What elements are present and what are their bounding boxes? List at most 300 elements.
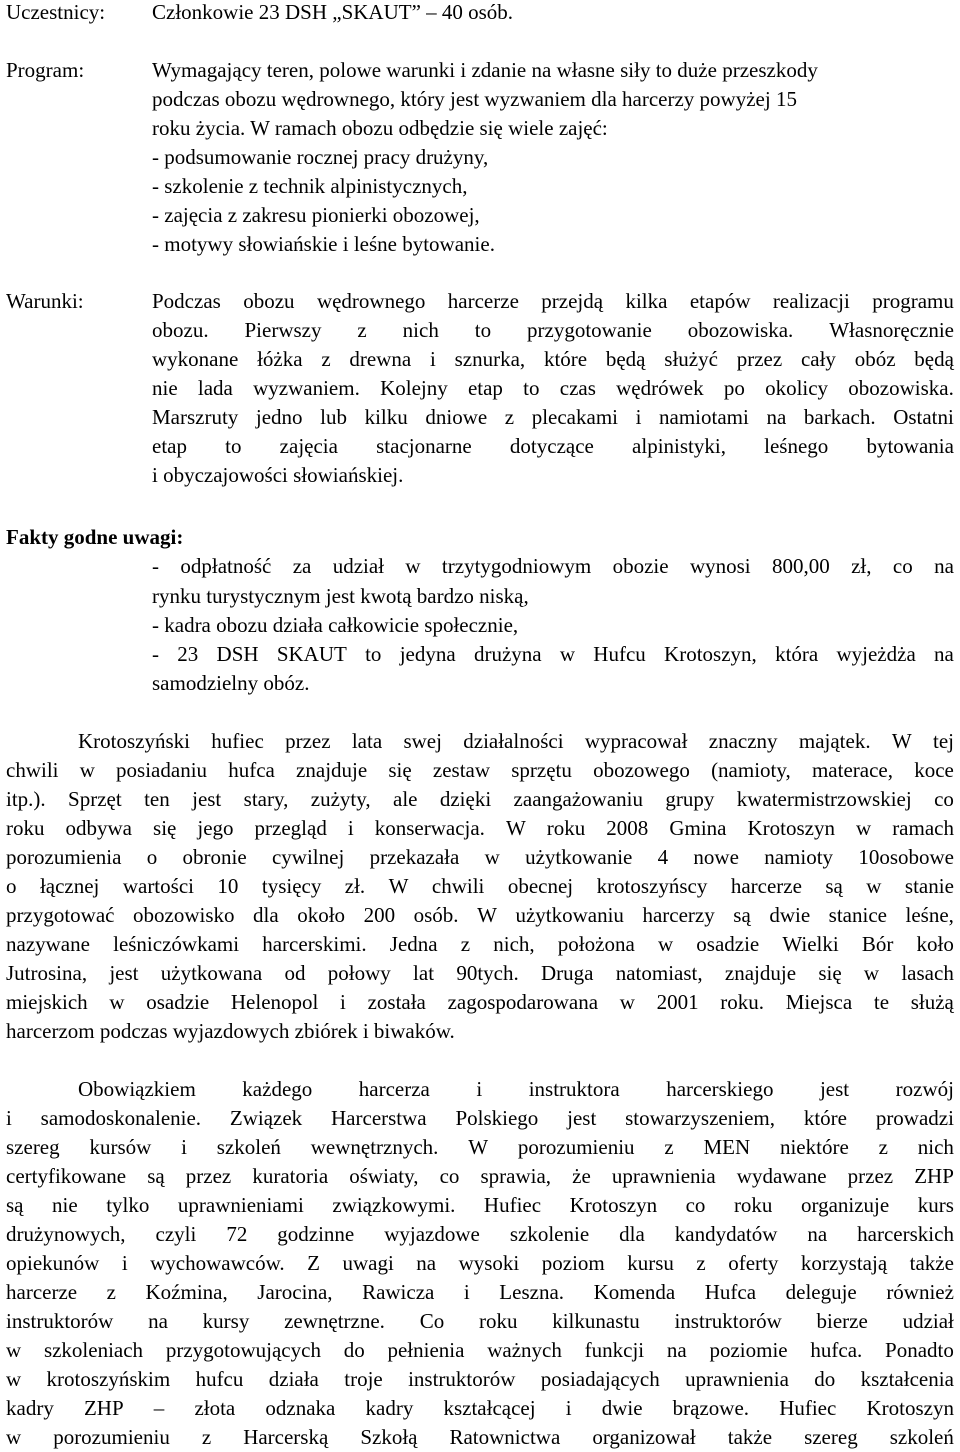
word: majątek.	[798, 729, 871, 753]
word: tylko	[106, 1193, 150, 1217]
word: natomiast,	[615, 961, 703, 985]
word: kursy	[202, 1309, 250, 1333]
word: kursów	[89, 1135, 152, 1159]
word: roku	[478, 1309, 518, 1333]
word: brązowe.	[672, 1396, 750, 1420]
word: uwagi	[342, 1251, 394, 1275]
word: alpinistyki,	[632, 434, 726, 458]
warunki-line: i obyczajowości słowiańskiej.	[152, 463, 404, 487]
word: porozumienia	[6, 845, 122, 869]
word: na	[766, 405, 787, 429]
word: i	[463, 1280, 470, 1304]
word: wartości	[122, 874, 194, 898]
word: są	[825, 874, 843, 898]
word: sprzętu	[511, 758, 572, 782]
word: okolicy	[765, 376, 829, 400]
word: W	[468, 1135, 489, 1159]
word: stanie	[904, 874, 954, 898]
fakty-line	[152, 640, 954, 669]
paragraph-line	[78, 727, 954, 756]
word: Komenda	[593, 1280, 676, 1304]
word: jest	[567, 1106, 597, 1130]
word: W	[891, 729, 912, 753]
word: poziomie	[709, 1338, 788, 1362]
word: obóz	[854, 347, 896, 371]
uczestnicy-text: Członkowie 23 DSH „SKAUT” – 40 osób.	[152, 0, 514, 24]
word: każdego	[242, 1077, 313, 1101]
word: godzinne	[277, 1222, 355, 1246]
word: służyć	[664, 347, 718, 371]
fakty-line: samodzielny obóz.	[152, 671, 310, 695]
word: korzystają	[800, 1251, 888, 1275]
word: Sprzęt	[68, 787, 122, 811]
word: 72	[226, 1222, 248, 1246]
word: się	[818, 961, 842, 985]
word: związkowymi.	[332, 1193, 456, 1217]
program-label: Program:	[6, 58, 85, 82]
word: zł,	[851, 554, 872, 578]
word: sprawia,	[480, 1164, 552, 1188]
word: instruktorów	[6, 1309, 114, 1333]
word: wykonane	[152, 347, 239, 371]
word: Hufcu	[593, 642, 646, 666]
word: harcerze	[730, 874, 802, 898]
word: przygotowujących	[165, 1338, 321, 1362]
word: szkoleniach	[43, 1338, 144, 1362]
warunki-line	[152, 287, 954, 316]
word: lat	[413, 961, 435, 985]
word: Ratownictwa	[449, 1425, 561, 1449]
word: Szkołą	[360, 1425, 418, 1449]
word: wyzwaniem.	[253, 376, 360, 400]
word: hufcu	[195, 1367, 244, 1391]
word: etap	[152, 434, 187, 458]
word: wynosi	[689, 554, 751, 578]
word: jest	[819, 1077, 850, 1101]
word: z	[504, 405, 515, 429]
word: w	[109, 990, 125, 1014]
word: po	[723, 376, 745, 400]
word: została	[367, 990, 426, 1014]
word: i	[340, 990, 346, 1014]
word: namioty	[764, 845, 834, 869]
word: jedyna	[399, 642, 456, 666]
word: które	[543, 347, 588, 371]
word: Krotoszyn	[747, 816, 835, 840]
word: lasach	[901, 961, 954, 985]
word: przez	[185, 1164, 232, 1188]
program-line: - szkolenie z technik alpinistycznych,	[152, 174, 468, 198]
word: Harcerstwa	[331, 1106, 427, 1130]
word: drużynowych,	[6, 1222, 126, 1246]
word: wyjeżdża	[836, 642, 916, 666]
word: harcerskich	[857, 1222, 954, 1246]
word: 10	[217, 874, 239, 898]
word: łącznej	[39, 874, 100, 898]
program-line: - motywy słowiańskie i leśne bytowanie.	[152, 232, 495, 256]
program-line: podczas obozu wędrownego, który jest wyzwaniem dla harcerzy powyżej 15	[152, 87, 797, 111]
word: przegląd	[254, 816, 327, 840]
word: barkach.	[803, 405, 876, 429]
word: pełnienia	[387, 1338, 465, 1362]
word: użytkowanie	[525, 845, 633, 869]
word: 200	[363, 903, 396, 927]
word: połowy	[327, 961, 391, 985]
word: na	[934, 642, 954, 666]
word: która	[775, 642, 819, 666]
word: obozu.	[152, 318, 209, 342]
word: jest	[109, 961, 139, 985]
word: i	[565, 1396, 572, 1420]
word: ważnych	[487, 1338, 562, 1362]
word: i	[635, 405, 642, 429]
word: na	[666, 1338, 687, 1362]
word: co	[685, 1193, 706, 1217]
word: znaczny	[708, 729, 778, 753]
word: chwili	[431, 874, 485, 898]
word: są	[733, 903, 751, 927]
word: samodoskonalenie.	[40, 1106, 202, 1130]
word: że	[572, 1164, 591, 1188]
word: kandydatów	[674, 1222, 778, 1246]
word: 23	[177, 642, 199, 666]
word: instruktorów	[674, 1309, 782, 1333]
paragraph-line	[6, 1278, 954, 1307]
word: roku	[733, 1193, 773, 1217]
word: kurs	[917, 1193, 954, 1217]
word: przygotowanie	[527, 318, 652, 342]
word: Jedna	[389, 932, 438, 956]
word: także	[727, 1425, 773, 1449]
word: drużyna	[473, 642, 542, 666]
word: programu	[872, 289, 954, 313]
paragraph-line	[6, 1336, 954, 1365]
word: co	[439, 1164, 460, 1188]
word: obozowego	[593, 758, 690, 782]
word: cywilnej	[271, 845, 345, 869]
word: tej	[933, 729, 954, 753]
word: działa	[268, 1367, 319, 1391]
word: hufiec	[211, 729, 264, 753]
word: krotoszyńskim	[46, 1367, 171, 1391]
word: niektóre	[779, 1135, 849, 1159]
word: odbywa	[65, 816, 133, 840]
word: hufca.	[810, 1338, 863, 1362]
word: Hufiec	[779, 1396, 837, 1420]
word: jest	[192, 787, 222, 811]
word: to	[365, 642, 382, 666]
word: kilka	[625, 289, 668, 313]
word: w	[619, 990, 635, 1014]
word: harcerskimi.	[262, 932, 367, 956]
word: położona	[557, 932, 635, 956]
word: nowe	[693, 845, 739, 869]
word: się	[153, 816, 177, 840]
paragraph-line	[6, 1133, 954, 1162]
warunki-line	[152, 345, 954, 374]
word: nie	[152, 376, 178, 400]
program-line: - zajęcia z zakresu pionierki obozowej,	[152, 203, 480, 227]
word: MEN	[703, 1135, 751, 1159]
word: odznaka	[265, 1396, 336, 1420]
word: osadzie	[696, 932, 760, 956]
word: konserwacja.	[374, 816, 485, 840]
word: (namioty,	[711, 758, 791, 782]
word: -	[152, 554, 159, 578]
word: obozu	[243, 289, 295, 313]
word: i	[181, 1135, 187, 1159]
word: osób.	[413, 903, 459, 927]
word: organizuje	[800, 1193, 890, 1217]
word: w	[6, 1425, 22, 1449]
word: harcerze	[447, 289, 519, 313]
paragraph-line	[6, 901, 954, 930]
word: z	[696, 1251, 706, 1275]
word: czas	[559, 376, 596, 400]
word: kształcącej	[443, 1396, 536, 1420]
paragraph-line	[6, 930, 954, 959]
word: Krotoszyński	[78, 729, 190, 753]
paragraph-line	[6, 1220, 954, 1249]
word: są	[6, 1193, 24, 1217]
paragraph-line	[6, 843, 954, 872]
word: organizował	[592, 1425, 696, 1449]
word: koło	[916, 932, 954, 956]
word: kadry	[365, 1396, 414, 1420]
word: wewnętrznych.	[310, 1135, 439, 1159]
program-line: - podsumowanie rocznej pracy drużyny,	[152, 145, 489, 169]
word: 2008	[606, 816, 649, 840]
word: bytowania	[866, 434, 954, 458]
word: harcerskiego	[666, 1077, 774, 1101]
paragraph-line	[6, 959, 954, 988]
word: w	[6, 1338, 22, 1362]
word: Marszruty	[152, 405, 239, 429]
word: na	[934, 554, 954, 578]
word: które	[803, 1106, 847, 1130]
word: stacjonarne	[376, 434, 472, 458]
word: W	[505, 816, 526, 840]
word: W	[388, 874, 409, 898]
word: Jutrosina,	[6, 961, 88, 985]
word: także	[909, 1251, 954, 1275]
word: stowarzyszeniem,	[625, 1106, 775, 1130]
word: –	[153, 1396, 165, 1420]
word: szereg	[804, 1425, 858, 1449]
word: nie	[52, 1193, 78, 1217]
word: obozowiska.	[687, 318, 794, 342]
word: co	[934, 787, 954, 811]
word: drewna	[349, 347, 412, 371]
word: Krotoszyn	[866, 1396, 954, 1420]
word: posiadaniu	[116, 758, 208, 782]
word: będą	[605, 347, 646, 371]
word: to	[225, 434, 242, 458]
word: przygotować	[6, 903, 115, 927]
word: uprawnienia	[685, 1367, 789, 1391]
word: namiotami	[659, 405, 749, 429]
word: realizacji	[772, 289, 850, 313]
word: wychowawców.	[150, 1251, 285, 1275]
word: Bór	[861, 932, 894, 956]
word: Własnoręcznie	[829, 318, 954, 342]
word: Rawicza	[362, 1280, 435, 1304]
word: wypracował	[584, 729, 688, 753]
word: 2001	[656, 990, 699, 1014]
word: odpłatność	[180, 554, 272, 578]
fakty-heading: Fakty godne uwagi:	[6, 525, 184, 549]
word: wydawane	[736, 1164, 827, 1188]
word: roku.	[720, 990, 764, 1014]
word: Kolejny	[380, 376, 448, 400]
word: użytkowana	[160, 961, 263, 985]
paragraph-line	[6, 1104, 954, 1133]
word: się	[388, 758, 412, 782]
word: dzięki	[439, 787, 492, 811]
word: zużyty,	[310, 787, 371, 811]
word: oświaty,	[349, 1164, 419, 1188]
word: z	[460, 932, 471, 956]
warunki-line	[152, 374, 954, 403]
word: z	[106, 1280, 116, 1304]
word: funkcji	[584, 1338, 645, 1362]
word: dniowe	[425, 405, 488, 429]
uczestnicy-label: Uczestnicy:	[6, 0, 106, 24]
word: dwie	[769, 903, 811, 927]
word: leśniczówkami	[113, 932, 240, 956]
program-line: roku życia. W ramach obozu odbędzie się wiele zajęć:	[152, 116, 608, 140]
word: na	[416, 1251, 437, 1275]
word: ZHP	[83, 1396, 124, 1420]
word: ZHP	[914, 1164, 954, 1188]
word: ale	[393, 787, 418, 811]
fakty-line	[152, 552, 954, 581]
word: porozumieniu	[53, 1425, 170, 1449]
word: koce	[914, 758, 954, 782]
word: są	[147, 1164, 165, 1188]
word: jego	[197, 816, 234, 840]
word: swej	[403, 729, 442, 753]
word: przez	[847, 1164, 894, 1188]
paragraph-line	[6, 1394, 954, 1423]
paragraph-line	[6, 814, 954, 843]
word: chwili	[6, 758, 59, 782]
program-line: Wymagający teren, polowe warunki i zdanie na własne siły to duże przeszkody	[152, 58, 818, 82]
word: jedno	[255, 405, 303, 429]
word: plecakami	[531, 405, 618, 429]
word: Wielki	[782, 932, 839, 956]
word: wyjazdowe	[384, 1222, 480, 1246]
word: Podczas	[152, 289, 221, 313]
word: sznurka,	[454, 347, 526, 371]
word: przez	[285, 729, 331, 753]
word: na	[807, 1222, 828, 1246]
word: instruktorów	[408, 1367, 516, 1391]
word: z	[664, 1135, 674, 1159]
word: przekazała	[369, 845, 460, 869]
word: obozie	[612, 554, 669, 578]
word: instruktora	[528, 1077, 620, 1101]
paragraph-line	[6, 1249, 954, 1278]
word: wysoki	[458, 1251, 520, 1275]
word: szkoleń	[889, 1425, 954, 1449]
word: obronie	[182, 845, 247, 869]
word: lata	[351, 729, 383, 753]
word: i	[476, 1077, 483, 1101]
word: i	[430, 347, 436, 371]
word: udział	[902, 1309, 954, 1333]
word: łóżka	[257, 347, 303, 371]
word: w	[79, 758, 95, 782]
word: harcerze	[6, 1280, 78, 1304]
word: lada	[197, 376, 233, 400]
word: szereg	[6, 1135, 60, 1159]
word: obecnej	[507, 874, 574, 898]
word: Z	[307, 1251, 320, 1275]
word: Miejsca	[785, 990, 853, 1014]
word: i	[347, 816, 354, 840]
word: Koźmina,	[145, 1280, 228, 1304]
word: udział	[332, 554, 385, 578]
paragraph-line	[6, 1162, 954, 1191]
word: w	[559, 642, 576, 666]
word: w	[863, 961, 880, 985]
paragraph-line	[6, 872, 954, 901]
word: oferty	[728, 1251, 779, 1275]
word: również	[886, 1280, 954, 1304]
word: nich	[917, 1135, 954, 1159]
word: -	[152, 642, 159, 666]
word: rozwój	[895, 1077, 954, 1101]
word: grupy	[665, 787, 715, 811]
word: Krotoszyn	[569, 1193, 658, 1217]
word: Leszna.	[499, 1280, 565, 1304]
word: harcerzy	[642, 903, 715, 927]
word: roku	[546, 816, 586, 840]
word: 90tych.	[456, 961, 519, 985]
word: przejdą	[541, 289, 604, 313]
word: Obowiązkiem	[78, 1077, 196, 1101]
warunki-line	[152, 432, 954, 461]
word: w	[6, 1367, 22, 1391]
word: nich,	[493, 932, 535, 956]
word: 10osobowe	[858, 845, 954, 869]
word: wędrówek	[616, 376, 704, 400]
word: materace,	[811, 758, 893, 782]
word: roku	[6, 816, 45, 840]
word: to	[523, 376, 540, 400]
word: zewnętrzne.	[284, 1309, 385, 1333]
word: w	[866, 874, 882, 898]
paragraph-line	[78, 1075, 954, 1104]
word: około	[297, 903, 346, 927]
fakty-line: rynku turystycznym jest kwotą bardzo niską,	[152, 584, 529, 608]
word: do	[343, 1338, 365, 1362]
word: z	[201, 1425, 212, 1449]
word: miejskich	[6, 990, 88, 1014]
word: kursu	[627, 1251, 674, 1275]
word: w	[856, 816, 872, 840]
word: osadzie	[146, 990, 210, 1014]
word: dotyczące	[509, 434, 594, 458]
paragraph-line	[6, 988, 954, 1017]
word: hufca	[228, 758, 275, 782]
word: poziom	[541, 1251, 605, 1275]
word: i	[121, 1251, 128, 1275]
word: deleguje	[785, 1280, 857, 1304]
word: i	[6, 1106, 12, 1130]
word: Ostatni	[893, 405, 954, 429]
